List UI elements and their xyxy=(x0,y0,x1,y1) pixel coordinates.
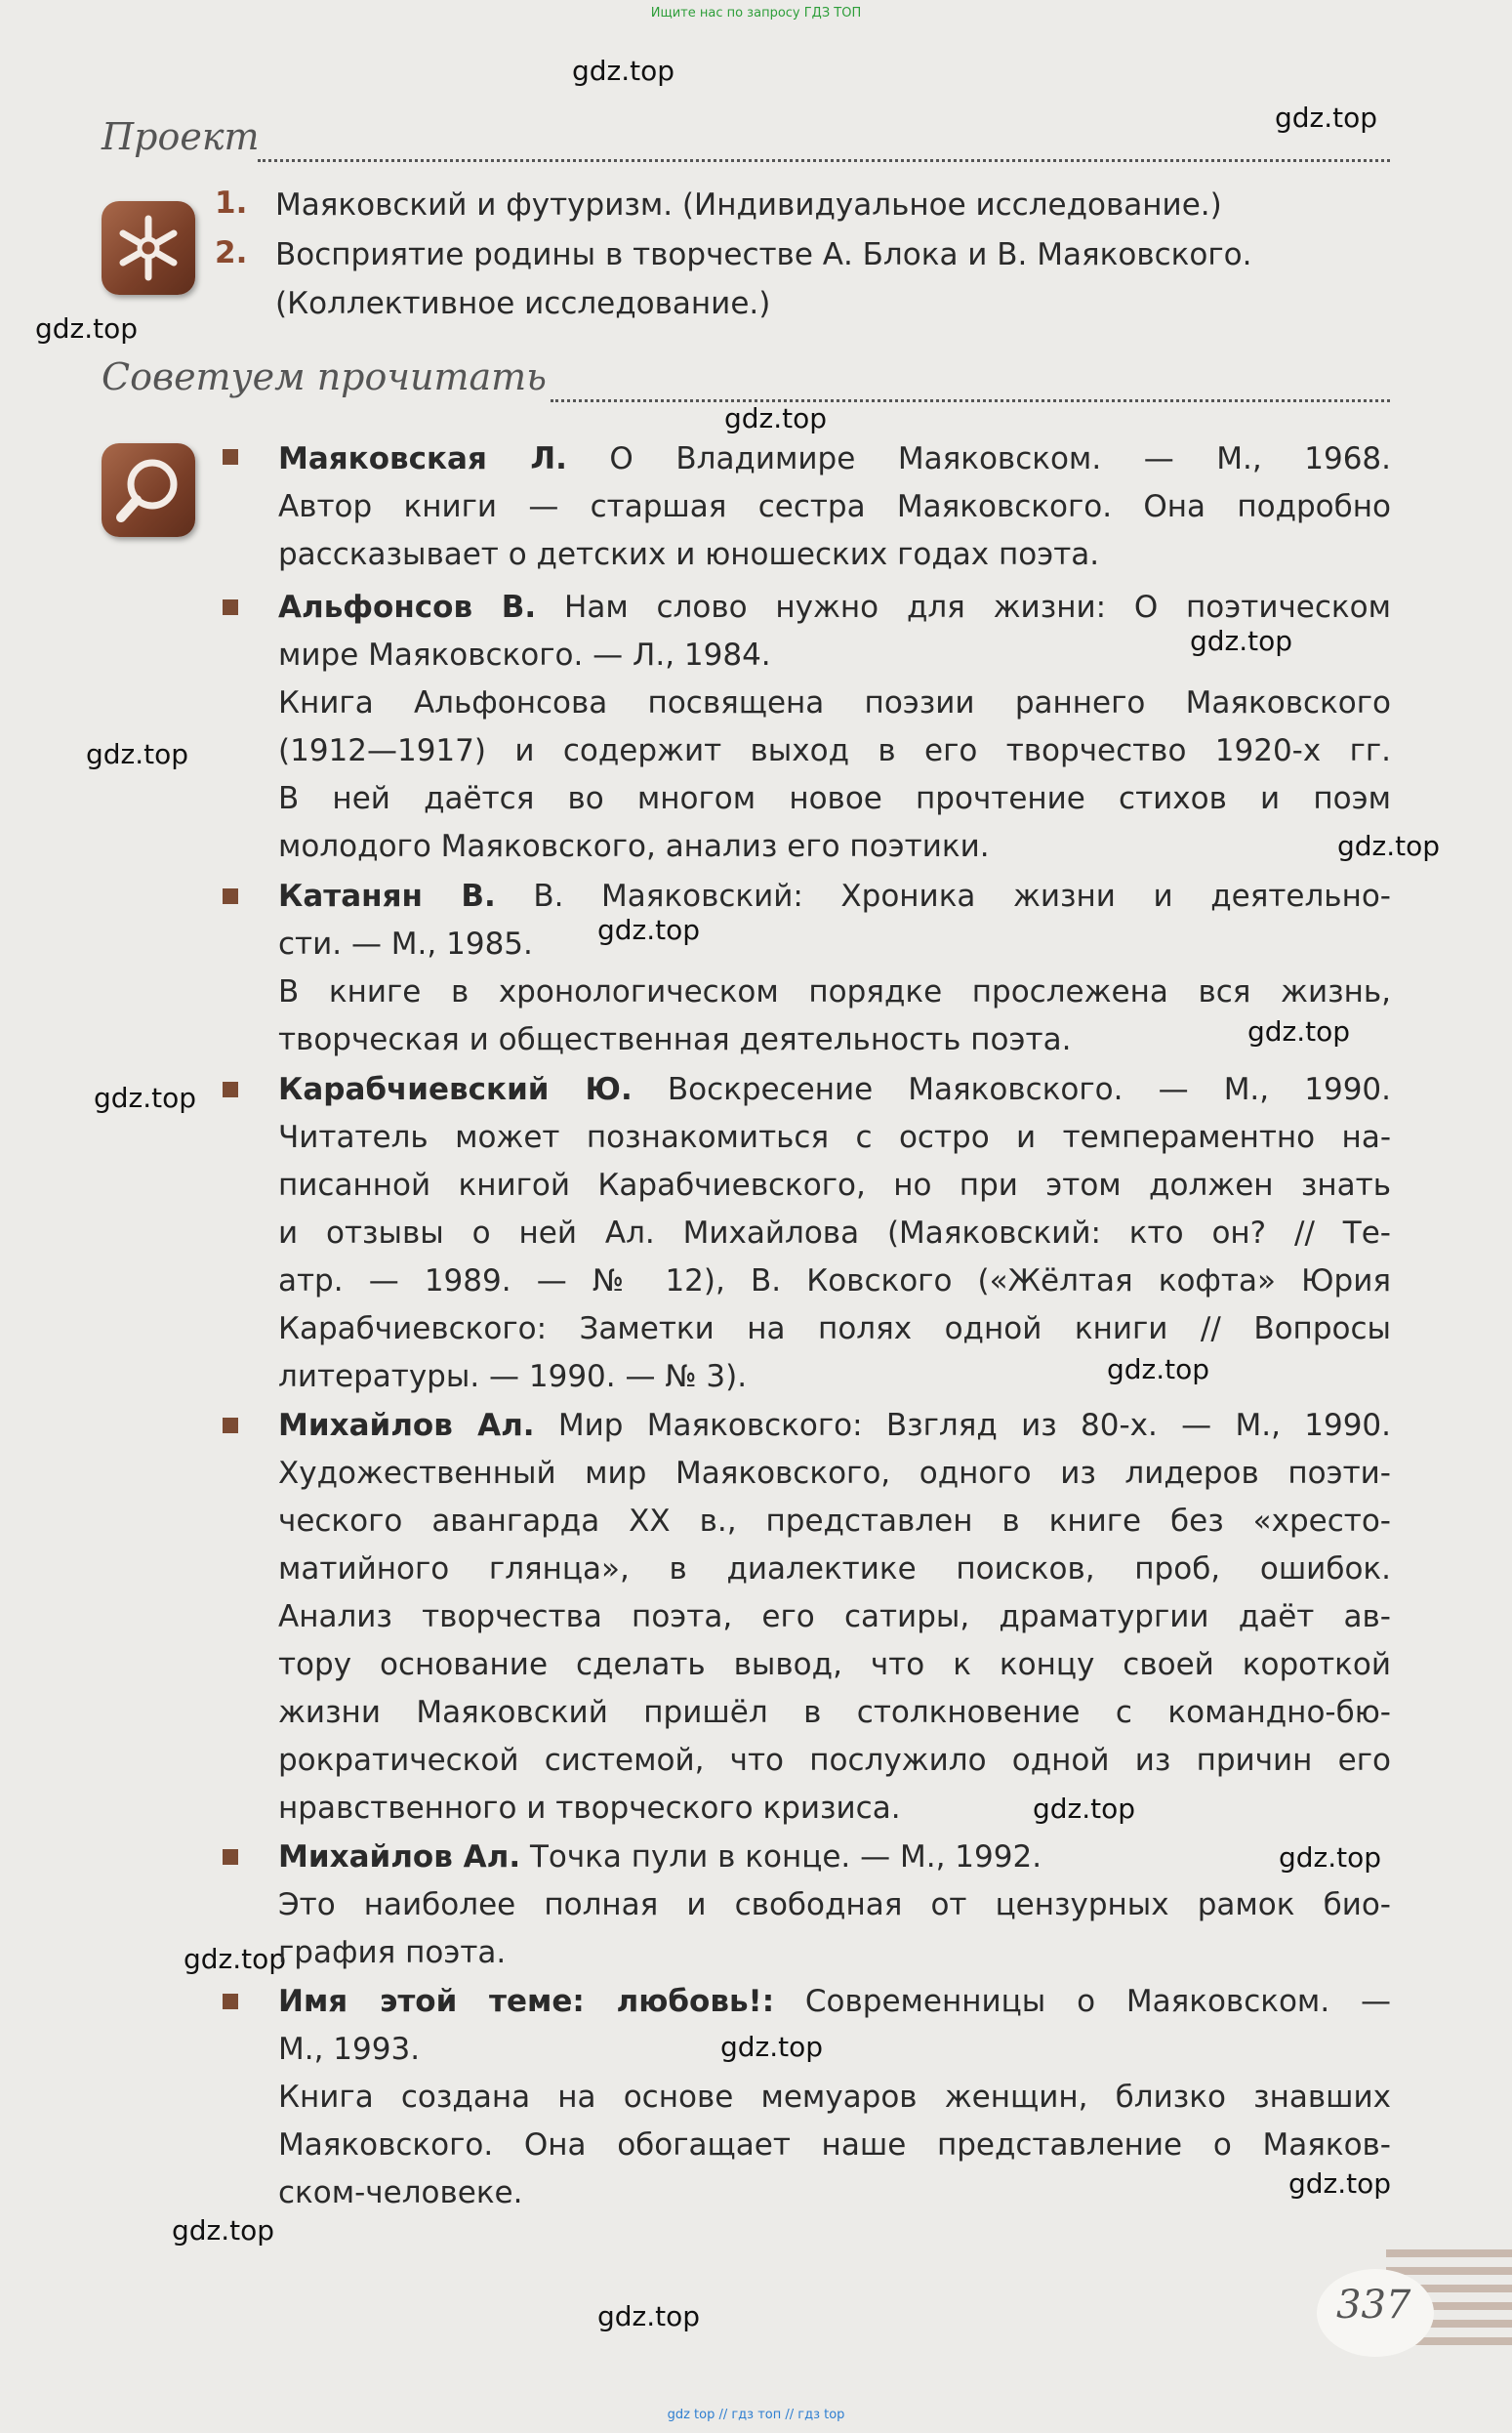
watermark: gdz.top xyxy=(720,2031,824,2063)
book-entry: Михайлов Ал. Мир Маяковского: Взгляд из 80-х. — М., 1990. Художественный мир Маяковского, одного из лидеров поэти- ческого авангарда XX в., представлен в книге без «хресто- матийного глянца», в диалектике поисков, проб, ошибок. Анализ творчества поэта, его сатиры, драматургии даёт ав- тору основание сделать вывод, что к концу своей короткой жизни Маяковский пришёл в столкновение с командно-бю- рократической системой, что послужило одной из причин его нравственного и творческого кризиса. xyxy=(278,1408,1392,1826)
project-item-text: Восприятие родины в творчестве А. Блока и В. Маяковского. xyxy=(275,237,1252,272)
magnifier-icon xyxy=(102,443,195,537)
watermark: gdz.top xyxy=(172,2214,275,2247)
book-author: Имя этой теме: любовь!: xyxy=(278,1984,775,2019)
watermark: gdz.top xyxy=(35,312,139,345)
list-bullet xyxy=(223,1849,238,1865)
watermark: gdz.top xyxy=(1337,830,1441,862)
list-bullet xyxy=(223,449,238,465)
book-author: Михайлов Ал. xyxy=(278,1408,535,1443)
watermark: gdz.top xyxy=(1247,1015,1351,1048)
dotted-rule xyxy=(551,399,1390,402)
list-bullet xyxy=(223,1994,238,2009)
section-title-reading: Советуем прочитать xyxy=(102,355,1390,414)
book-author: Альфонсов В. xyxy=(278,590,537,625)
page-number: 337 xyxy=(1303,2261,1450,2359)
list-bullet xyxy=(223,888,238,904)
book-entry: Карабчиевский Ю. Воскресение Маяковского. — М., 1990. Читатель может познакомиться с остро и темпераментно на- писанной книгой Карабчиевского, но при этом должен знать и отзывы о ней Ал. Михайлова (Маяковский: кто он? // Те- атр. — 1989. — № 12), В. Ковского («Жёлтая кофта» Юрия Карабчиевского: Заметки на полях одной книги // Вопросы литературы. — 1990. — № 3). xyxy=(278,1072,1391,1394)
book-author: Карабчиевский Ю. xyxy=(278,1072,633,1107)
book-entry: Имя этой теме: любовь!: Современницы о Маяковском. — М., 1993. Книга создана на основе мемуаров женщин, близко знавших Маяковского. Она обогащает наше представление о Маяков- ском-человеке. xyxy=(278,1984,1391,2210)
watermark: gdz.top xyxy=(1107,1353,1210,1385)
watermark: gdz.top xyxy=(597,2300,701,2332)
watermark: gdz.top xyxy=(1190,625,1293,657)
book-entry: Альфонсов В. Нам слово нужно для жизни: О поэтическом мире Маяковского. — Л., 1984. Книга Альфонсова посвящена поэзии раннего Маяковского (1912—1917) и содержит выход в его творчество 1920-х гг. В ней даётся во многом новое прочтение стихов и поэм молодого Маяковского, анализ его поэтики. xyxy=(278,590,1392,864)
watermark: gdz.top xyxy=(86,738,189,770)
watermark: gdz.top xyxy=(724,402,828,434)
watermark: gdz.top xyxy=(572,55,675,87)
book-entry: Катанян В. В. Маяковский: Хроника жизни и деятельно- сти. — М., 1985. В книге в хронологическом порядке прослежена вся жизнь, творческая и общественная деятельность поэта. xyxy=(278,879,1391,1057)
project-item-text-continued: (Коллективное исследование.) xyxy=(275,286,771,321)
book-author: Маяковская Л. xyxy=(278,441,567,476)
watermark: gdz.top xyxy=(1275,102,1378,134)
list-bullet xyxy=(223,1418,238,1433)
project-item-number: 1. xyxy=(215,186,248,221)
bottom-banner[interactable]: gdz top // гдз топ // гдз top xyxy=(667,2408,845,2422)
section-title-project: Проект xyxy=(102,115,1390,174)
watermark: gdz.top xyxy=(184,1943,287,1975)
watermark: gdz.top xyxy=(1288,2167,1392,2200)
list-bullet xyxy=(223,599,238,615)
book-author: Катанян В. xyxy=(278,879,496,914)
project-item-number: 2. xyxy=(215,235,248,270)
book-author: Михайлов Ал. xyxy=(278,1839,521,1875)
watermark: gdz.top xyxy=(1033,1793,1136,1825)
list-bullet xyxy=(223,1082,238,1097)
book-entry: Маяковская Л. О Владимире Маяковском. — М., 1968. Автор книги — старшая сестра Маяковского. Она подробно рассказывает о детских и юношеских годах поэта. xyxy=(278,441,1391,572)
top-banner[interactable]: Ищите нас по запросу ГДЗ ТОП xyxy=(650,6,862,21)
project-item-text: Маяковский и футуризм. (Индивидуальное исследование.) xyxy=(275,187,1222,223)
dotted-rule xyxy=(258,159,1390,162)
book-entry: Михайлов Ал. Точка пули в конце. — М., 1992. Это наиболее полная и свободная от цензурных рамок био- графия поэта. xyxy=(278,1839,1391,1970)
watermark: gdz.top xyxy=(1279,1841,1382,1874)
project-icon xyxy=(102,201,195,295)
watermark: gdz.top xyxy=(94,1082,197,1114)
watermark: gdz.top xyxy=(597,914,701,946)
